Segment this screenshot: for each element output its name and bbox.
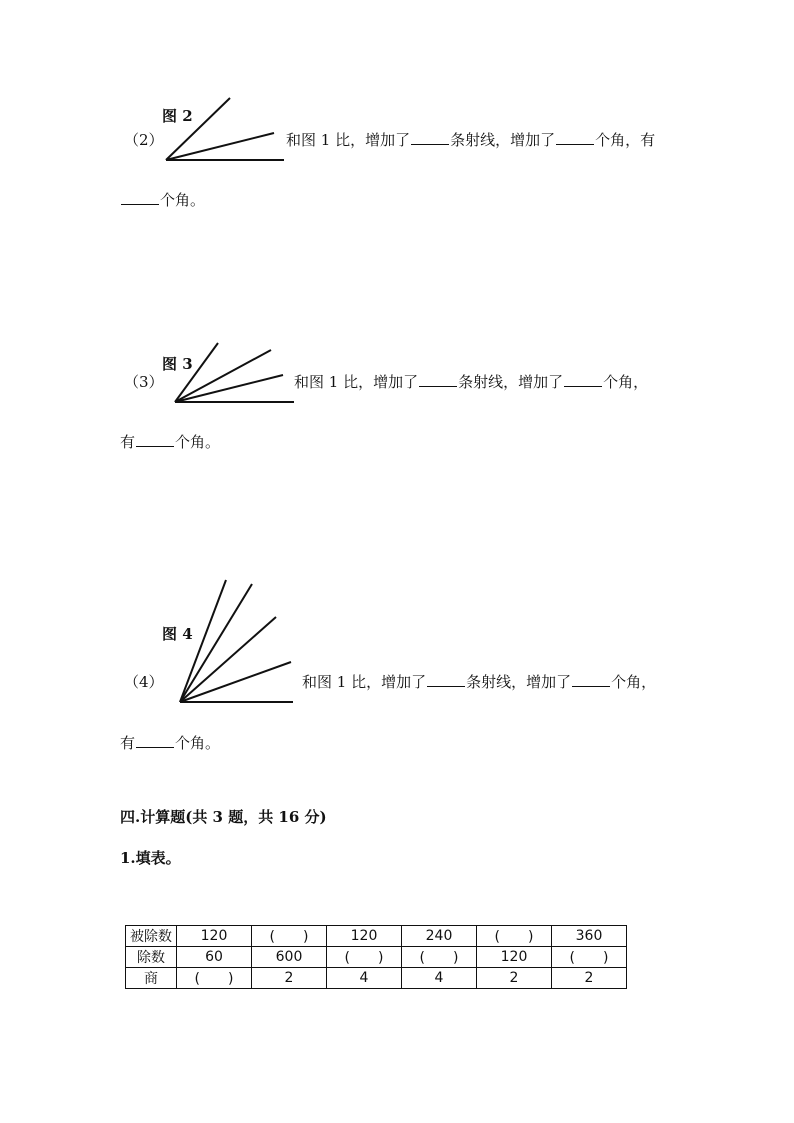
question-line-2: 有 个角。: [120, 433, 221, 451]
row-header: 商: [126, 968, 177, 989]
answer-blank[interactable]: [427, 673, 465, 687]
table-cell: 120: [177, 926, 252, 947]
row-header: 除数: [126, 947, 177, 968]
table-cell: 240: [402, 926, 477, 947]
table-cell: 60: [177, 947, 252, 968]
table-cell: 4: [327, 968, 402, 989]
question-line-2: 个角。: [120, 189, 205, 210]
table-row: [126, 947, 627, 968]
table-cell-blank[interactable]: ( ): [177, 968, 252, 989]
table-cell: 360: [552, 926, 627, 947]
question-line-1: 和图 1 比，增加了 条射线，增加了 个角，: [294, 373, 649, 391]
answer-blank[interactable]: [136, 734, 174, 748]
table-cell: 2: [477, 968, 552, 989]
question-number: （2）: [124, 131, 164, 149]
table-cell-blank[interactable]: ( ): [477, 926, 552, 947]
table-cell: 600: [252, 947, 327, 968]
question-line-1: 和图 1 比，增加了 条射线，增加了 个角，: [302, 673, 657, 691]
table-cell-blank[interactable]: ( ): [402, 947, 477, 968]
figure-label: 图 4: [162, 625, 193, 643]
item-title: 1.填表。: [120, 849, 181, 867]
question-number: （4）: [124, 673, 164, 691]
table-row: [126, 926, 627, 947]
table-cell: 4: [402, 968, 477, 989]
table-cell-blank[interactable]: ( ): [252, 926, 327, 947]
figure-label: 图 3: [162, 355, 193, 373]
table-cell: 120: [327, 926, 402, 947]
table-row: [126, 968, 627, 989]
table-cell: 120: [477, 947, 552, 968]
table-cell: 2: [252, 968, 327, 989]
fill-in-table: [125, 925, 627, 989]
ray: [180, 584, 252, 702]
table-cell: 2: [552, 968, 627, 989]
question-line-1: 和图 1 比，增加了 条射线，增加了 个角，有: [286, 131, 656, 149]
row-header: 被除数: [126, 926, 177, 947]
question-line-2: 有 个角。: [120, 734, 221, 752]
question-number: （3）: [124, 373, 164, 391]
ray: [180, 617, 276, 702]
section-title: 四.计算题(共 3 题，共 16 分): [120, 808, 327, 826]
answer-blank[interactable]: [572, 673, 610, 687]
table-cell-blank[interactable]: ( ): [327, 947, 402, 968]
ray: [180, 580, 226, 702]
figure-label: 图 2: [162, 107, 193, 125]
table-cell-blank[interactable]: ( ): [552, 947, 627, 968]
ray: [180, 662, 291, 702]
